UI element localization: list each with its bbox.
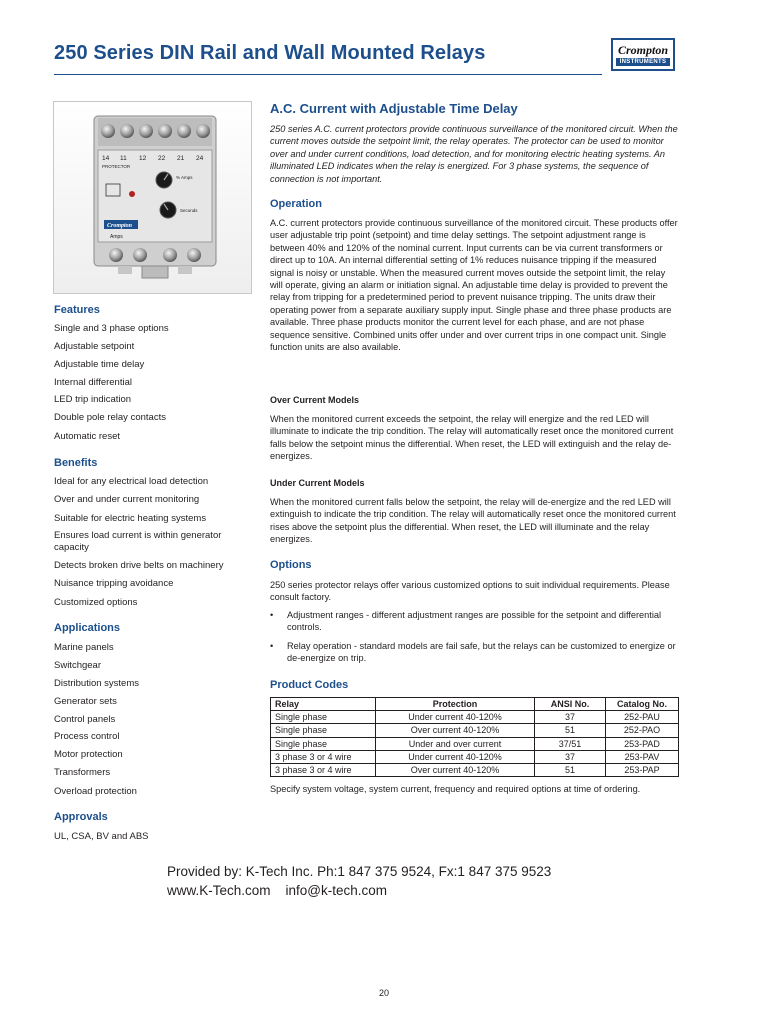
crompton-logo [611, 38, 675, 71]
feature-item: Single and 3 phase options [54, 323, 169, 334]
application-item: Switchgear [54, 660, 101, 671]
svg-text:Seconds: Seconds [180, 208, 198, 213]
bullet-dot: • [270, 641, 274, 651]
benefit-item: Nuisance tripping avoidance [54, 578, 174, 589]
feature-item: Adjustable time delay [54, 359, 145, 370]
logo-wordmark: Crompton [617, 43, 668, 57]
bullet-dot: • [270, 610, 274, 620]
application-item: Process control [54, 731, 120, 742]
feature-item: Adjustable setpoint [54, 341, 135, 352]
benefit-item: Suitable for electric heating systems [54, 513, 207, 524]
logo-subline: INSTRUMENTS [616, 58, 670, 66]
table-header-row [271, 698, 679, 711]
table-row [271, 724, 679, 737]
svg-text:12: 12 [139, 155, 147, 162]
options-bullet [270, 640, 680, 666]
under-current-paragraph: When the monitored current falls below the setpoint, the relay will de-energize and the red LED will extinguish to indicate the trip condition. The relay will automatically reset once the monitored current rises above the setpoint plus the differential. When reset, the LED will illuminate and the relay energizes. [270, 497, 676, 545]
col-ansi: ANSI No. [535, 698, 606, 711]
product-photo [53, 101, 252, 294]
table-row [271, 750, 679, 763]
cell-relay: Single phase [271, 724, 376, 737]
svg-text:24: 24 [196, 155, 204, 162]
cell-relay: 3 phase 3 or 4 wire [271, 750, 376, 763]
svg-text:Crompton: Crompton [107, 223, 133, 229]
table-row [271, 763, 679, 776]
application-item: Overload protection [54, 786, 137, 797]
intro-paragraph: 250 series A.C. current protectors provide continuous surveillance of the monitored circuit. When the current moves outside the setpoint limit, the relay operates. The protector can be used to monitor over and under current conditions, load detection, and for monitoring electric heating systems. An illuminated LED indicates when the relay is energized. For 3 phase systems, the sequence of connection is not important. [270, 124, 678, 184]
application-item: Motor protection [54, 749, 123, 760]
benefit-item: Detects broken drive belts on machinery [54, 560, 224, 571]
feature-item: Double pole relay contacts [54, 412, 166, 423]
bullet-text: Relay operation - standard models are fail safe, but the relays can be customized to energize or de-energize on trip. [287, 641, 676, 664]
cell-protection: Over current 40-120% [376, 724, 535, 737]
benefits-heading: Benefits [54, 457, 98, 469]
title-rule [54, 74, 602, 75]
options-heading: Options [270, 559, 312, 571]
approvals-heading: Approvals [54, 811, 108, 823]
cell-relay: Single phase [271, 711, 376, 724]
application-item: Transformers [54, 767, 111, 778]
cell-relay: Single phase [271, 737, 376, 750]
cell-protection: Under current 40-120% [376, 711, 535, 724]
cell-protection: Under current 40-120% [376, 750, 535, 763]
features-heading: Features [54, 304, 100, 316]
under-current-heading: Under Current Models [270, 478, 365, 488]
operation-heading: Operation [270, 198, 322, 210]
operation-paragraph: A.C. current protectors provide continuous surveillance of the monitored circuit. These products offer user adjustable trip point (setpoint) and time delay settings. The setpoint adjustment range is between 40% and 120% of the nominal current. Input currents can be via current transformers or direct up to 10A. An internal differential setting of 1% reduces nuisance tripping if the measured signal is noisy or unstable. When the measured current moves outside the setpoint limit, the relay will operate, giving an alarm or initiation signal. An adjustable time delay is provided to prevent the relay from tripping for a predetermined period to prevent nuisance tripping. The units draw their operating power from a separate auxiliary supply input. Single phase and three phase products are available. Three phase products monitor the current level for each phase, and are not phase sequence sensitive. Combined units offer under and over current trips in one compact unit. Single function units are also available. [270, 218, 678, 353]
contact-line: www.K-Tech.com info@k-tech.com [167, 883, 388, 898]
benefit-item: Ensures load current is within generator capacity [54, 530, 222, 553]
svg-text:22: 22 [158, 155, 166, 162]
cell-catalog: 252-PAU [606, 711, 679, 724]
cell-relay: 3 phase 3 or 4 wire [271, 763, 376, 776]
approvals-text: UL, CSA, BV and ABS [54, 831, 149, 842]
cell-ansi: 37/51 [535, 737, 606, 750]
application-item: Distribution systems [54, 678, 139, 689]
table-row [271, 737, 679, 750]
options-paragraph: 250 series protector relays offer various customized options to suit individual requirements. Please consult factory. [270, 580, 670, 603]
provider-line: Provided by: K-Tech Inc. Ph:1 847 375 9524, Fx:1 847 375 9523 [167, 864, 552, 879]
product-codes-heading: Product Codes [270, 679, 349, 691]
relay-illustration [54, 102, 251, 293]
bullet-text: Adjustment ranges - different adjustment ranges are possible for the setpoint and differential controls. [287, 610, 662, 633]
benefit-item: Over and under current monitoring [54, 494, 200, 505]
cell-catalog: 253-PAD [606, 737, 679, 750]
svg-text:21: 21 [177, 155, 185, 162]
application-item: Generator sets [54, 696, 117, 707]
feature-item: Automatic reset [54, 431, 120, 442]
product-codes-table [270, 697, 679, 777]
application-item: Marine panels [54, 642, 114, 653]
cell-ansi: 51 [535, 763, 606, 776]
applications-heading: Applications [54, 622, 121, 634]
table-row [271, 711, 679, 724]
cell-ansi: 37 [535, 711, 606, 724]
over-current-heading: Over Current Models [270, 395, 360, 405]
feature-item: LED trip indication [54, 394, 132, 405]
feature-item: Internal differential [54, 377, 132, 388]
cell-catalog: 252-PAO [606, 724, 679, 737]
cell-ansi: 37 [535, 750, 606, 763]
over-current-paragraph: When the monitored current exceeds the setpoint, the relay will energize and the red LED will illuminate to indicate the trip condition. The relay will automatically reset once the monitored current falls below the setpoint minus the differential. When reset, the LED will extinguish and the relay de-energizes. [270, 414, 674, 462]
col-catalog: Catalog No. [606, 698, 679, 711]
svg-text:PROTECTOR: PROTECTOR [102, 164, 131, 169]
col-protection: Protection [376, 698, 535, 711]
benefit-item: Ideal for any electrical load detection [54, 476, 209, 487]
ordering-note: Specify system voltage, system current, frequency and required options at time of ordering. [270, 784, 641, 794]
svg-text:14: 14 [102, 155, 110, 162]
page-number: 20 [378, 988, 389, 998]
svg-text:Amps: Amps [110, 234, 123, 240]
cell-catalog: 253-PAV [606, 750, 679, 763]
cell-protection: Over current 40-120% [376, 763, 535, 776]
application-item: Control panels [54, 714, 116, 725]
cell-catalog: 253-PAP [606, 763, 679, 776]
cell-ansi: 51 [535, 724, 606, 737]
cell-protection: Under and over current [376, 737, 535, 750]
options-bullet [270, 609, 680, 635]
svg-text:% Amps: % Amps [176, 175, 193, 180]
page-title: 250 Series DIN Rail and Wall Mounted Relays [54, 42, 486, 64]
col-relay: Relay [271, 698, 376, 711]
benefit-item: Customized options [54, 597, 138, 608]
section-heading: A.C. Current with Adjustable Time Delay [270, 101, 518, 116]
svg-text:11: 11 [120, 155, 127, 162]
